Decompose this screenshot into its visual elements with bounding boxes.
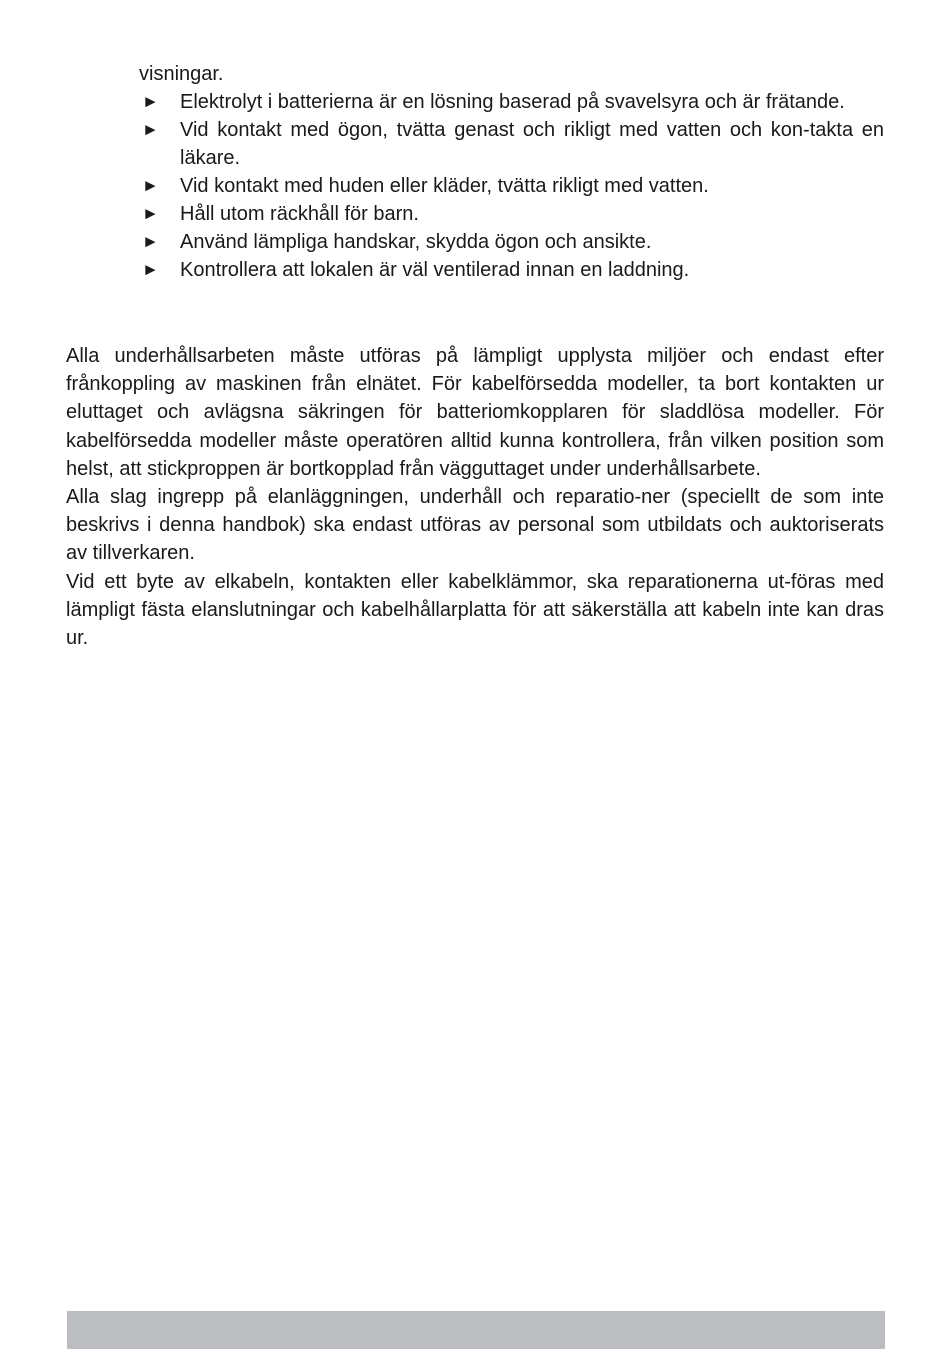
paragraph: Alla underhållsarbeten måste utföras på lämpligt upplysta miljöer och endast efter frånkoppling av maskinen från elnätet. För kabelförsedda modeller, ta bort kontakten ur eluttaget och avlägsna säkringen för batteriomkopplaren för sladdlösa modeller. För kabelförsedda modeller måste operatören alltid kunna kontrollera, från vilken position som helst, att stickproppen är bortkopplad från vägguttaget under underhållsarbete. [66, 345, 884, 480]
triangle-bullet-icon: ► [142, 92, 159, 111]
maintenance-section [66, 342, 884, 652]
bullet-text: Elektrolyt i batterierna är en lösning baserad på svavelsyra och är frätande. [180, 91, 845, 113]
bullet-text: Använd lämpliga handskar, skydda ögon och ansikte. [180, 231, 652, 253]
triangle-bullet-icon: ► [142, 260, 159, 279]
list-item [139, 88, 884, 116]
list-item [139, 172, 884, 200]
safety-bullet-list [139, 88, 884, 284]
bullet-text: Vid kontakt med huden eller kläder, tvätta rikligt med vatten. [180, 175, 709, 197]
triangle-bullet-icon: ► [142, 232, 159, 251]
paragraph: Alla slag ingrepp på elanläggningen, underhåll och reparatio-ner (speciellt de som inte beskrivs i denna handbok) ska endast utföras av personal som utbildats och auktoriserats av tillverkaren. [66, 486, 884, 565]
continued-text: visningar. [139, 63, 224, 85]
bullet-text: Kontrollera att lokalen är väl ventilerad innan en laddning. [180, 259, 690, 281]
list-item [139, 200, 884, 228]
triangle-bullet-icon: ► [142, 176, 159, 195]
list-item [139, 116, 884, 172]
triangle-bullet-icon: ► [142, 204, 159, 223]
bullet-text: Håll utom räckhåll för barn. [180, 203, 419, 225]
paragraph: Vid ett byte av elkabeln, kontakten eller kabelklämmor, ska reparationerna ut-föras med lämpligt fästa elanslutningar och kabelhållarplatta för att säkerställa att kabeln inte kan dras ur. [66, 570, 884, 650]
list-item [139, 228, 884, 256]
triangle-bullet-icon: ► [142, 120, 159, 139]
footer-bar [67, 1311, 885, 1349]
bullet-text: Vid kontakt med ögon, tvätta genast och rikligt med vatten och kon-takta en läkare. [180, 119, 884, 169]
list-item [139, 256, 884, 284]
